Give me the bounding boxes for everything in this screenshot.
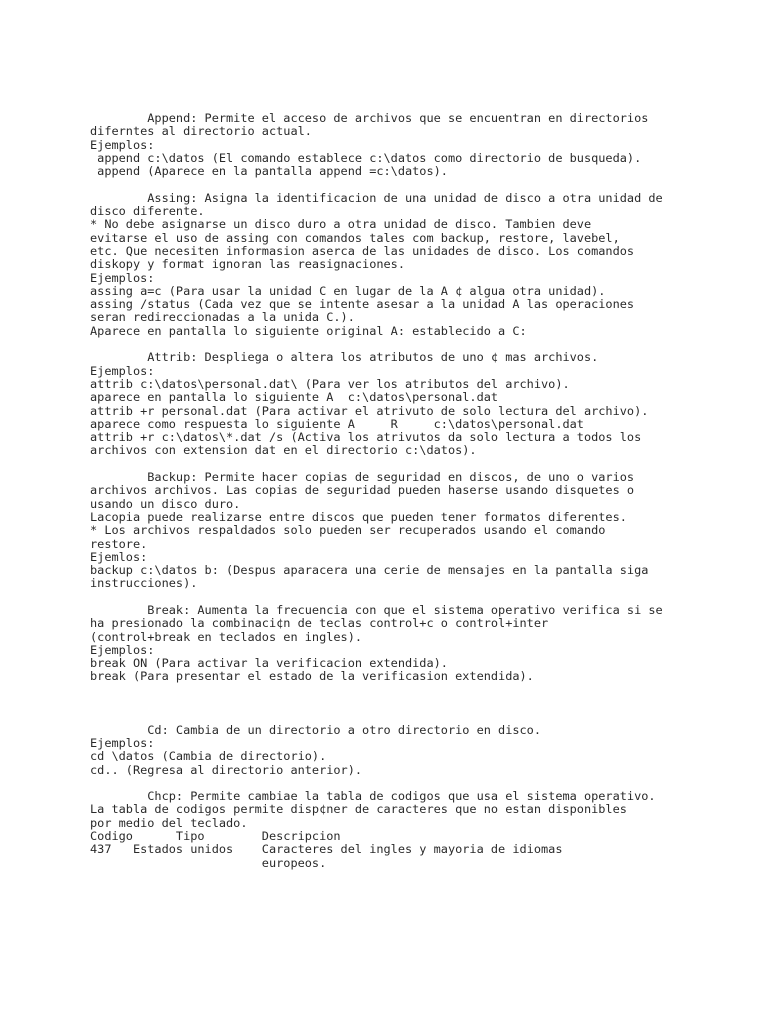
text-line: attrib +r personal.dat (Para activar el atrivuto de solo lectura del archivo). bbox=[90, 403, 649, 418]
text-line: restore. bbox=[90, 536, 148, 551]
text-line: Ejemplos: bbox=[90, 735, 155, 750]
text-line: etc. Que necesiten informasion aserca de las unidades de disco. Los comandos bbox=[90, 243, 635, 258]
text-line: attrib c:\datos\personal.dat\ (Para ver los atributos del archivo). bbox=[90, 376, 570, 391]
text-line bbox=[90, 591, 663, 604]
text-line: aparece en pantalla lo siguiente A c:\datos\personal.dat bbox=[90, 390, 499, 405]
text-line: instrucciones). bbox=[90, 576, 198, 591]
text-line: Append: Permite el acceso de archivos que se encuentran en directorios bbox=[90, 111, 649, 125]
text-line: Lacopia puede realizarse entre discos que pueden tener formatos diferentes. bbox=[90, 509, 627, 524]
text-line: Ejemlos: bbox=[90, 549, 148, 564]
text-line: diskopy y format ignoran las reasignaciones. bbox=[90, 257, 405, 272]
text-line: Cd: Cambia de un directorio a otro directorio en disco. bbox=[90, 722, 542, 737]
text-line: seran redireccionadas a la unida C.). bbox=[90, 310, 355, 325]
text-line: Chcp: Permite cambiae la tabla de codigos que usa el sistema operativo. bbox=[90, 789, 656, 804]
text-line: cd \datos (Cambia de directorio). bbox=[90, 749, 327, 764]
text-line: (control+break en teclados en ingles). bbox=[90, 629, 363, 644]
text-line bbox=[90, 458, 663, 471]
text-line: Break: Aumenta la frecuencia con que el sistema operativo verifica si se bbox=[90, 602, 663, 617]
text-line: evitarse el uso de assing con comandos tales com backup, restore, lavebel, bbox=[90, 230, 620, 245]
text-line: archivos con extension dat en el directorio c:\datos). bbox=[90, 443, 477, 458]
text-line: Attrib: Despliega o altera los atributos de uno ¢ mas archivos. bbox=[90, 350, 599, 365]
text-line: break ON (Para activar la verificacion extendida). bbox=[90, 656, 448, 671]
text-line: cd.. (Regresa al directorio anterior). bbox=[90, 762, 363, 777]
text-line: Backup: Permite hacer copias de seguridad en discos, de uno o varios bbox=[90, 470, 635, 485]
text-line bbox=[90, 710, 663, 723]
text-line: Ejemplos: bbox=[90, 363, 155, 378]
text-line: backup c:\datos b: (Despus aparacera una cerie de mensajes en la pantalla siga bbox=[90, 563, 649, 578]
text-line: attrib +r c:\datos\*.dat /s (Activa los atrivutos da solo lectura a todos los bbox=[90, 430, 642, 445]
text-line: europeos. bbox=[90, 855, 327, 870]
text-line: Ejemplos: bbox=[90, 642, 155, 657]
text-line bbox=[90, 178, 663, 191]
text-line: Aparece en pantalla lo siguiente original A: establecido a C: bbox=[90, 323, 527, 338]
text-line: diferntes al directorio actual. bbox=[90, 124, 312, 139]
text-line bbox=[90, 338, 663, 351]
text-line: break (Para presentar el estado de la verificasion extendida). bbox=[90, 669, 534, 684]
text-line: Codigo Tipo Descripcion bbox=[90, 829, 341, 844]
text-line: La tabla de codigos permite disp¢ner de caracteres que no estan disponibles bbox=[90, 802, 627, 817]
text-line: Assing: Asigna la identificacion de una unidad de disco a otra unidad de bbox=[90, 190, 663, 205]
text-line: append (Aparece en la pantalla append =c:\datos). bbox=[90, 164, 448, 179]
text-line: assing a=c (Para usar la unidad C en lugar de la A ¢ algua otra unidad). bbox=[90, 283, 606, 298]
text-line: Ejemplos: bbox=[90, 137, 155, 152]
text-line: assing /status (Cada vez que se intente asesar a la unidad A las operaciones bbox=[90, 297, 635, 312]
text-line: usando un disco duro. bbox=[90, 496, 241, 511]
text-line: * No debe asignarse un disco duro a otra unidad de disco. Tambien deve bbox=[90, 217, 592, 232]
text-line: por medio del teclado. bbox=[90, 815, 248, 830]
text-line: * Los archivos respaldados solo pueden ser recuperados usando el comando bbox=[90, 523, 606, 538]
text-line: Ejemplos: bbox=[90, 270, 155, 285]
text-line bbox=[90, 684, 663, 697]
text-line: ha presionado la combinaci¢n de teclas control+c o control+inter bbox=[90, 616, 549, 631]
text-line bbox=[90, 777, 663, 790]
text-line: disco diferente. bbox=[90, 204, 205, 219]
text-line: 437 Estados unidos Caracteres del ingles y mayoria de idiomas bbox=[90, 842, 563, 857]
document-text bbox=[90, 112, 663, 870]
text-line: append c:\datos (El comando establece c:\datos como directorio de busqueda). bbox=[90, 150, 642, 165]
text-line bbox=[90, 697, 663, 710]
text-line: aparece como respuesta lo siguiente A R c:\datos\personal.dat bbox=[90, 416, 584, 431]
text-line: archivos archivos. Las copias de seguridad pueden haserse usando disquetes o bbox=[90, 483, 635, 498]
